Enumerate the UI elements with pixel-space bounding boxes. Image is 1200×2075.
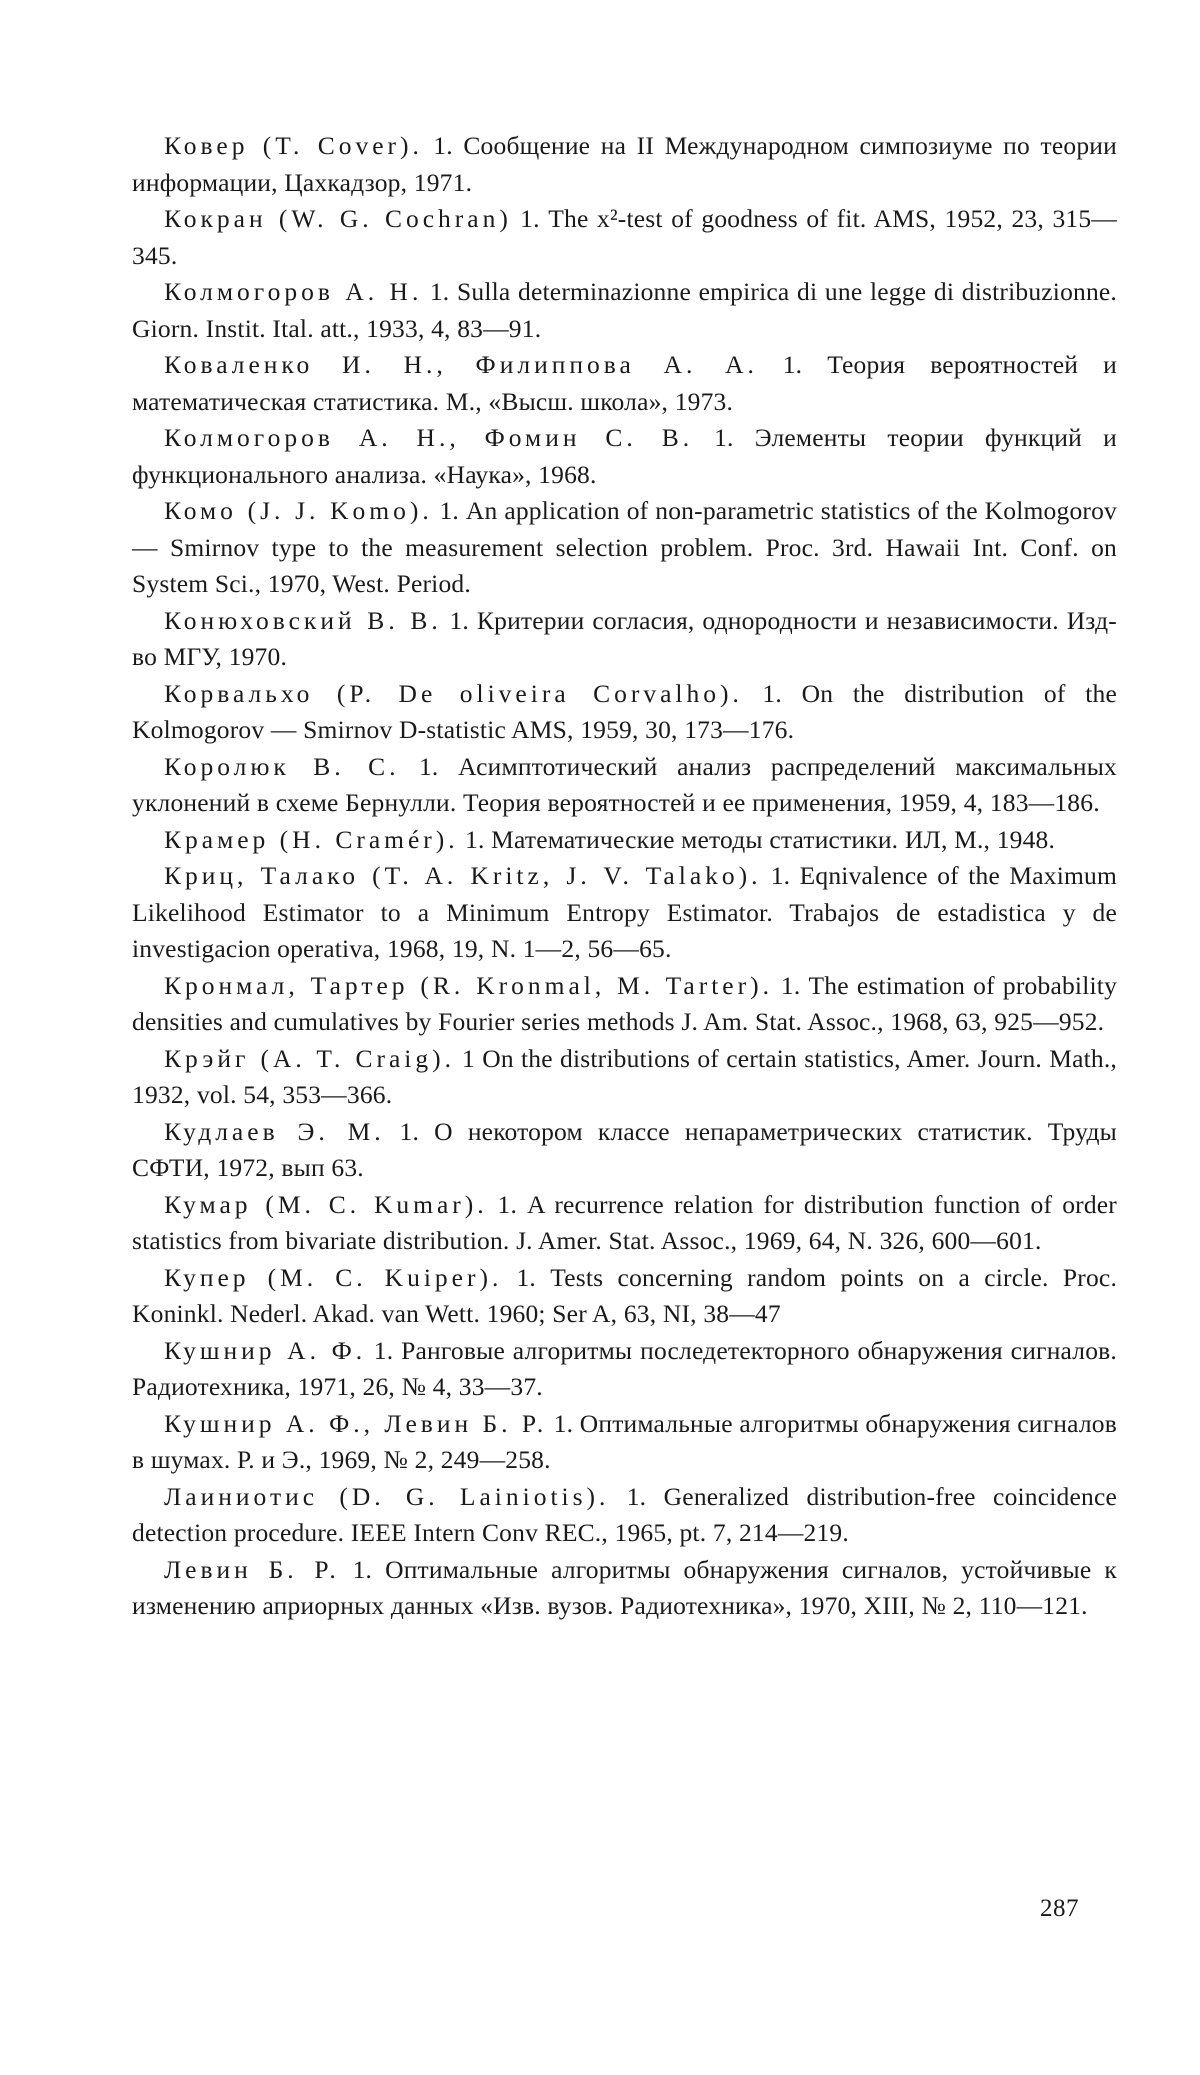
reference-entry bbox=[132, 968, 1117, 1041]
reference-text: 1. Асимптотический анализ распределений максимальных уклонений в схеме Бернулли. Теория вероятностей и ее применения, 1959, 4, 183—186. bbox=[132, 751, 1117, 817]
reference-author: Комо (J. J. Komo). bbox=[164, 496, 433, 525]
reference-author: Кронмал, Тартер (R. Kronmal, M. Tarter). bbox=[164, 970, 773, 1000]
reference-author: Корвальхо (P. De oliveira Corvalho). bbox=[164, 678, 743, 708]
reference-entry bbox=[132, 1187, 1117, 1260]
reference-entry bbox=[132, 1041, 1117, 1114]
reference-author: Королюк В. С. bbox=[164, 751, 400, 781]
reference-entry bbox=[132, 1114, 1117, 1187]
reference-author: Ковер (T. Cover). bbox=[164, 131, 423, 160]
reference-text: 1. The x²-test of goodness of fit. AMS, 1952, 23, 315—345. bbox=[132, 204, 1117, 270]
reference-text: 1. Математические методы статистики. ИЛ, М., 1948. bbox=[465, 824, 1056, 854]
reference-entry bbox=[132, 1333, 1117, 1406]
reference-entry bbox=[132, 603, 1117, 676]
reference-text: 1. On the distribution of the Kolmogorov — Smirnov D-statistic AMS, 1959, 30, 173—176. bbox=[132, 678, 1117, 744]
reference-entry bbox=[132, 493, 1117, 603]
reference-author: Купер (M. C. Kuiper). bbox=[164, 1262, 503, 1292]
reference-text: 1 On the distributions of certain statistics, Amer. Journ. Math., 1932, vol. 54, 353—366. bbox=[132, 1043, 1118, 1109]
reference-text: 1. The estimation of probability densities and cumulatives by Fourier series methods J. Am. Stat. Assoc., 1968, 63, 925—952. bbox=[132, 970, 1118, 1036]
reference-author: Левин Б. Р. bbox=[164, 1554, 340, 1584]
reference-entry bbox=[132, 749, 1117, 822]
reference-author: Крэйг (A. T. Craig). bbox=[164, 1043, 455, 1073]
reference-author: Коваленко И. Н., Филиппова А. А. bbox=[164, 350, 758, 379]
reference-text: 1. Критерии согласия, однородности и независимости. Изд-во МГУ, 1970. bbox=[132, 605, 1117, 671]
reference-entry bbox=[132, 128, 1117, 201]
reference-text: 1. Оптимальные алгоритмы обнаружения сигналов в шумах. Р. и Э., 1969, № 2, 249—258. bbox=[132, 1408, 1117, 1474]
reference-text: 1. Оптимальные алгоритмы обнаружения сигналов, устойчивые к изменению априорных данных «Изв. вузов. Радиотехника», 1970, XIII, № 2, 110—121. bbox=[132, 1554, 1117, 1620]
reference-author: Кумар (M. C. Kumar). bbox=[164, 1189, 488, 1219]
reference-entry bbox=[132, 420, 1117, 493]
reference-list bbox=[132, 128, 1117, 1625]
reference-entry bbox=[132, 201, 1117, 274]
reference-entry bbox=[132, 274, 1117, 347]
reference-text: 1. Ранговые алгоритмы последетекторного обнаружения сигналов. Радиотехника, 1971, 26, № 4, 33—37. bbox=[132, 1335, 1117, 1401]
reference-text: 1. Sulla determinazionne empirica di une legge di distribuzionne. Giorn. Instit. Ital. att., 1933, 4, 83—91. bbox=[132, 277, 1118, 343]
reference-text: 1. Теория вероятностей и математическая статистика. М., «Высш. школа», 1973. bbox=[132, 350, 1117, 416]
reference-author: Конюховский В. В. bbox=[164, 605, 442, 635]
reference-text: 1. Tests concerning random points on a circle. Proc. Koninkl. Nederl. Akad. van Wett. 1960; Ser A, 63, NI, 38—47 bbox=[132, 1262, 1118, 1328]
reference-entry bbox=[132, 676, 1117, 749]
reference-text: 1. Сообщение на II Международном симпозиуме по теории информации, Цахкадзор, 1971. bbox=[132, 131, 1117, 197]
reference-author: Кушнир А. Ф. bbox=[164, 1335, 367, 1365]
reference-entry bbox=[132, 347, 1117, 420]
page-number: 287 bbox=[1040, 1895, 1079, 1922]
reference-text: 1. Generalized distribution-free coincidence detection procedure. IEEE Intern Conv REC., 1965, pt. 7, 214—219. bbox=[132, 1481, 1118, 1547]
reference-author: Кокран (W. G. Cochran) bbox=[164, 204, 512, 233]
reference-text: 1. An application of non-parametric statistics of the Kolmogorov — Smirnov type to the measurement selection problem. Proc. 3rd. Hawaii Int. Conf. on System Sci., 1970, West. Period. bbox=[132, 496, 1118, 598]
reference-entry bbox=[132, 1552, 1117, 1625]
reference-author: Кушнир А. Ф., Левин Б. Р. bbox=[164, 1408, 548, 1438]
reference-entry bbox=[132, 1479, 1117, 1552]
reference-text: 1. Eqnivalence of the Maximum Likelihood Estimator to a Minimum Entropy Estimator. Trabajos de estadistica y de investigacion operativa, 1968, 19, N. 1—2, 56—65. bbox=[132, 861, 1118, 963]
reference-text: 1. Элементы теории функций и функционального анализа. «Наука», 1968. bbox=[132, 423, 1117, 489]
reference-author: Крамер (H. Cramér). bbox=[164, 824, 459, 854]
reference-author: Криц, Талако (T. A. Kritz, J. V. Talako). bbox=[164, 861, 762, 890]
reference-text: 1. О некотором классе непараметрических статистик. Труды СФТИ, 1972, вып 63. bbox=[132, 1116, 1118, 1182]
reference-entry bbox=[132, 858, 1117, 968]
reference-entry bbox=[132, 822, 1117, 859]
reference-text: 1. A recurrence relation for distribution function of order statistics from bivariate distribution. J. Amer. Stat. Assoc., 1969, 64, N. 326, 600—601. bbox=[132, 1189, 1117, 1255]
reference-author: Колмогоров А. Н. bbox=[164, 277, 423, 306]
reference-author: Лаиниотис (D. G. Lainiotis). bbox=[164, 1481, 610, 1511]
reference-author: Кудлаев Э. М. bbox=[164, 1116, 385, 1146]
reference-author: Колмогоров А. Н., Фомин С. В. bbox=[164, 423, 694, 452]
reference-entry bbox=[132, 1260, 1117, 1333]
reference-entry bbox=[132, 1406, 1117, 1479]
